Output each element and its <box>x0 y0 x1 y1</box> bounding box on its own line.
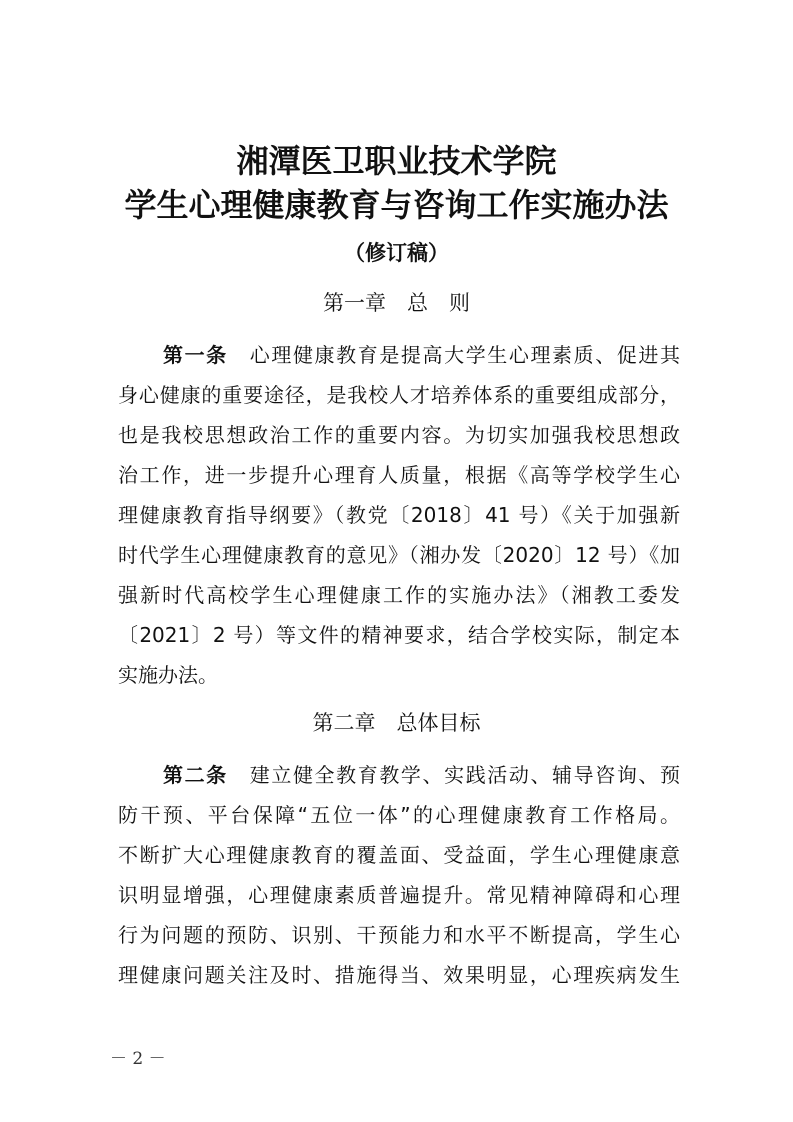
article1-line: 实施办法。 <box>118 663 218 687</box>
article1-line-text: 心理健康教育是提高大学生心理素质、促进其 <box>249 343 680 367</box>
article2-line: 防干预、平台保障“五位一体”的心理健康教育工作格局。 <box>118 803 680 827</box>
article1-line: 也是我校思想政治工作的重要内容。为切实加强我校思想政 <box>118 423 680 447</box>
page-number: － 2 － <box>110 1049 166 1069</box>
article1-label: 第一条 <box>163 343 228 367</box>
document-title-line2: 学生心理健康教育与咨询工作实施办法 <box>124 186 669 224</box>
article1-line: 身心健康的重要途径，是我校人才培养体系的重要组成部分， <box>118 383 680 407</box>
article1-line: 理健康教育指导纲要》（教党〔2018〕41 号）《关于加强新 <box>118 503 680 527</box>
document-title-line1: 湘潭医卫职业技术学院 <box>236 142 557 180</box>
article1-line: 时代学生心理健康教育的意见》（湘办发〔2020〕12 号）《加 <box>118 543 680 567</box>
article2-line: 行为问题的预防、识别、干预能力和水平不断提高，学生心 <box>118 923 680 947</box>
article2-line: 理健康问题关注及时、措施得当、效果明显，心理疾病发生 <box>118 963 680 987</box>
document-subtitle: （修订稿） <box>344 241 449 265</box>
article1-line: 〔2021〕2 号）等文件的精神要求，结合学校实际，制定本 <box>118 623 680 647</box>
article1-line: 强新时代高校学生心理健康工作的实施办法》（湘教工委发 <box>118 583 680 607</box>
chapter2-heading: 第二章 总体目标 <box>312 711 481 735</box>
article2-line-text: 建立健全教育教学、实践活动、辅导咨询、预 <box>249 763 680 787</box>
article2-label: 第二条 <box>163 763 228 787</box>
article1-line <box>163 340 680 370</box>
article2-line <box>163 760 680 790</box>
article2-line: 不断扩大心理健康教育的覆盖面、受益面，学生心理健康意 <box>118 843 680 867</box>
article1-line: 治工作，进一步提升心理育人质量，根据《高等学校学生心 <box>118 463 680 487</box>
article2-line: 识明显增强，心理健康素质普遍提升。常见精神障碍和心理 <box>118 883 680 907</box>
chapter1-heading: 第一章 总 则 <box>323 291 470 315</box>
